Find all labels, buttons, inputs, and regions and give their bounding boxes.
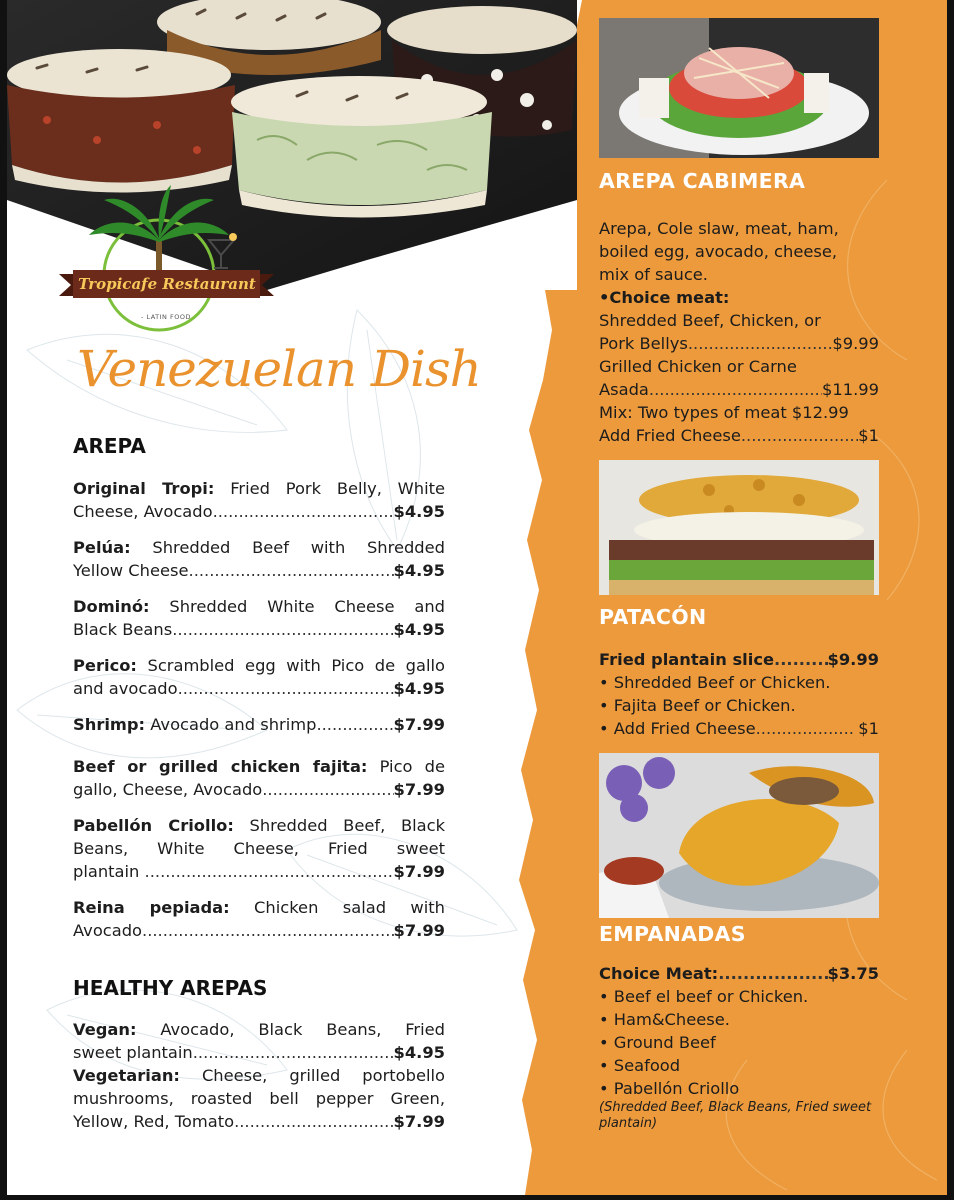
- arepa-heading: AREPA: [73, 434, 146, 458]
- patacon-details: Fried plantain slice ..... $9.99 • Shredded Beef or Chicken. • Fajita Beef or Chicken. • Add Fried Cheese ..... $1: [599, 648, 879, 740]
- palm-tree-icon: [59, 180, 274, 335]
- empanadas-details: Choice Meat: ..... $3.75 • Beef el beef or Chicken. • Ham&Cheese. • Ground Beef • Seafood • Pabellón Criollo (Shredded Beef, Black Beans, Fried sweet plantain): [599, 962, 879, 1132]
- empanadas-photo: [599, 753, 879, 918]
- menu-item-domino: Dominó: Shredded White Cheese and Black Beans ..... $4.95: [73, 595, 445, 641]
- menu-item-shrimp: Shrimp: Avocado and shrimp ..... $7.99: [73, 713, 445, 736]
- arepa-cabimera-heading: AREPA CABIMERA: [599, 169, 806, 193]
- arepa-cabimera-details: Arepa, Cole slaw, meat, ham, boiled egg, avocado, cheese, mix of sauce. •Choice meat: Shredded Beef, Chicken, or Pork Bellys ..... $9.99 Grilled Chicken or Carne Asada ..... $11.99 Mix: Two types of meat $12.99 Add Fried Cheese ..... $1: [599, 217, 879, 447]
- menu-item-pabellon-criollo: Pabellón Criollo: Shredded Beef, Black Beans, White Cheese, Fried sweet plantain ..... $7.99: [73, 814, 445, 883]
- patacon-heading: PATACÓN: [599, 605, 707, 629]
- empanadas-heading: EMPANADAS: [599, 922, 746, 946]
- menu-item-perico: Perico: Scrambled egg with Pico de gallo and avocado ..... $4.95: [73, 654, 445, 700]
- menu-item-original-tropi: Original Tropi: Fried Pork Belly, White Cheese, Avocado ..... $4.95: [73, 477, 445, 523]
- menu-item-pelua: Pelúa: Shredded Beef with Shredded Yellow Cheese ..... $4.95: [73, 536, 445, 582]
- menu-page: [7, 0, 947, 1195]
- arepa-cabimera-photo: [599, 18, 879, 158]
- healthy-arepas-heading: HEALTHY AREPAS: [73, 976, 268, 1000]
- page-title: Venezuelan Dish: [77, 340, 481, 398]
- menu-item-reina-pepiada: Reina pepiada: Chicken salad with Avocado ..... $7.99: [73, 896, 445, 942]
- menu-item-vegan: Vegan: Avocado, Black Beans, Fried sweet plantain ..... $4.95: [73, 1018, 445, 1064]
- logo-subtitle: - LATIN FOOD: [141, 313, 191, 321]
- menu-item-vegetarian: Vegetarian: Cheese, grilled portobello mushrooms, roasted bell pepper Green, Yellow, Red, Tomato ..... $7.99: [73, 1064, 445, 1133]
- patacon-photo: [599, 460, 879, 595]
- logo-name: Tropicafe Restaurant: [78, 275, 256, 293]
- restaurant-logo: [59, 180, 274, 335]
- menu-item-fajita: Beef or grilled chicken fajita: Pico de gallo, Cheese, Avocado ..... $7.99: [73, 755, 445, 801]
